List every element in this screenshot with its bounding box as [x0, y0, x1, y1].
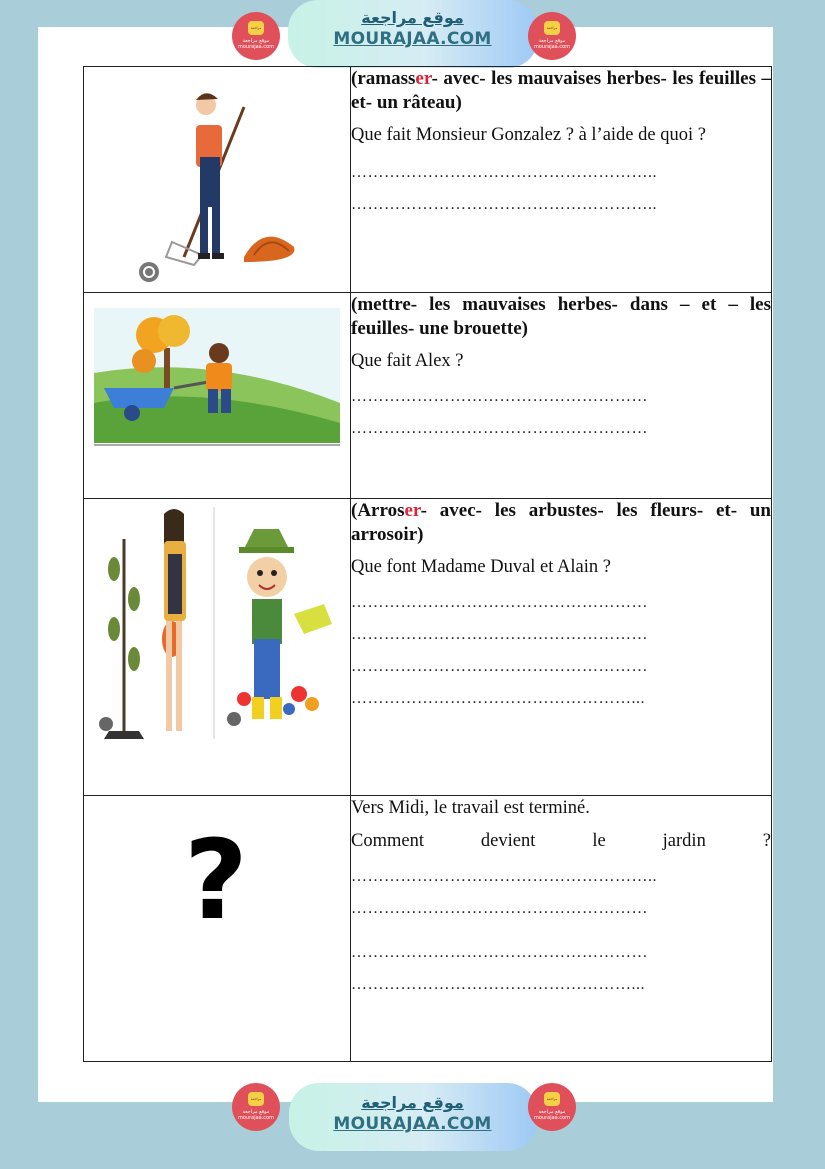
answer-line[interactable]: ……………………………………………… — [351, 658, 648, 675]
answer-line[interactable]: ……………………………………………… — [351, 626, 648, 643]
footer-banner[interactable] — [289, 1083, 537, 1151]
answer-line[interactable]: ……………………………………………….. — [351, 196, 657, 213]
word-prompt: (mettre- les mauvaises herbes- dans – et – les feuilles- une brouette) — [351, 294, 771, 339]
header-site-en[interactable]: MOURAJAA.COM — [333, 29, 492, 49]
image-cell — [84, 796, 351, 1062]
question-mark-icon: ? — [184, 816, 248, 944]
watering-illustration — [84, 499, 350, 796]
answer-line[interactable]: ……………………………………………... — [351, 976, 645, 993]
site-logo-right-top[interactable] — [528, 12, 576, 60]
image-cell — [84, 293, 351, 499]
site-logo-right-bottom[interactable] — [528, 1083, 576, 1131]
word-prompt: (Arroser- avec- les arbustes- les fleurs- et- un arrosoir) — [351, 500, 771, 545]
text-cell — [351, 796, 772, 1062]
logo-mark-icon: مراجعة — [248, 1092, 264, 1106]
text-cell — [351, 67, 772, 293]
answer-line[interactable]: ……………………………………………… — [351, 594, 648, 611]
statement: Vers Midi, le travail est terminé. — [351, 798, 590, 818]
answer-line[interactable]: ……………………………………………….. — [351, 868, 657, 885]
image-cell — [84, 67, 351, 293]
answer-line[interactable]: ……………………………………………….. — [351, 164, 657, 181]
header-site-ar[interactable]: موقع مراجعة — [361, 8, 464, 27]
question: Que fait Monsieur Gonzalez ? à l’aide de quoi ? — [351, 125, 706, 145]
answer-line[interactable]: ……………………………………………... — [351, 690, 645, 707]
footer-site-ar[interactable]: موقع مراجعة — [361, 1093, 464, 1112]
worksheet-table — [83, 66, 772, 1062]
logo-mark-icon: مراجعة — [248, 21, 264, 35]
logo-mark-icon: مراجعة — [544, 1092, 560, 1106]
header-banner[interactable] — [288, 0, 538, 68]
logo-mark-icon: مراجعة — [544, 21, 560, 35]
boy-wheelbarrow-illustration — [84, 293, 350, 499]
table-row — [84, 499, 772, 796]
gardener-raking-illustration — [84, 67, 350, 293]
text-cell — [351, 293, 772, 499]
answer-line[interactable]: ……………………………………………… — [351, 900, 648, 917]
word-prompt: (ramasser- avec- les mauvaises herbes- les feuilles – et- un râteau) — [351, 68, 771, 113]
table-row — [84, 67, 772, 293]
site-logo-left-top[interactable] — [232, 12, 280, 60]
question: Comment devient le jardin ? — [351, 831, 771, 851]
logo-caption: موقع مراجعة mourajaa.com — [533, 1109, 570, 1121]
site-logo-left-bottom[interactable] — [232, 1083, 280, 1131]
answer-line[interactable]: ……………………………………………… — [351, 420, 648, 437]
logo-caption: موقع مراجعة mourajaa.com — [533, 38, 570, 50]
text-cell — [351, 499, 772, 796]
footer-site-en[interactable]: MOURAJAA.COM — [333, 1114, 492, 1134]
table-row — [84, 293, 772, 499]
question: Que font Madame Duval et Alain ? — [351, 557, 611, 577]
logo-caption: موقع مراجعة mourajaa.com — [237, 38, 274, 50]
image-cell — [84, 499, 351, 796]
logo-caption: موقع مراجعة mourajaa.com — [237, 1109, 274, 1121]
table-row — [84, 796, 772, 1062]
answer-line[interactable]: ……………………………………………… — [351, 388, 648, 405]
answer-line[interactable]: ……………………………………………… — [351, 944, 648, 961]
question: Que fait Alex ? — [351, 351, 464, 371]
